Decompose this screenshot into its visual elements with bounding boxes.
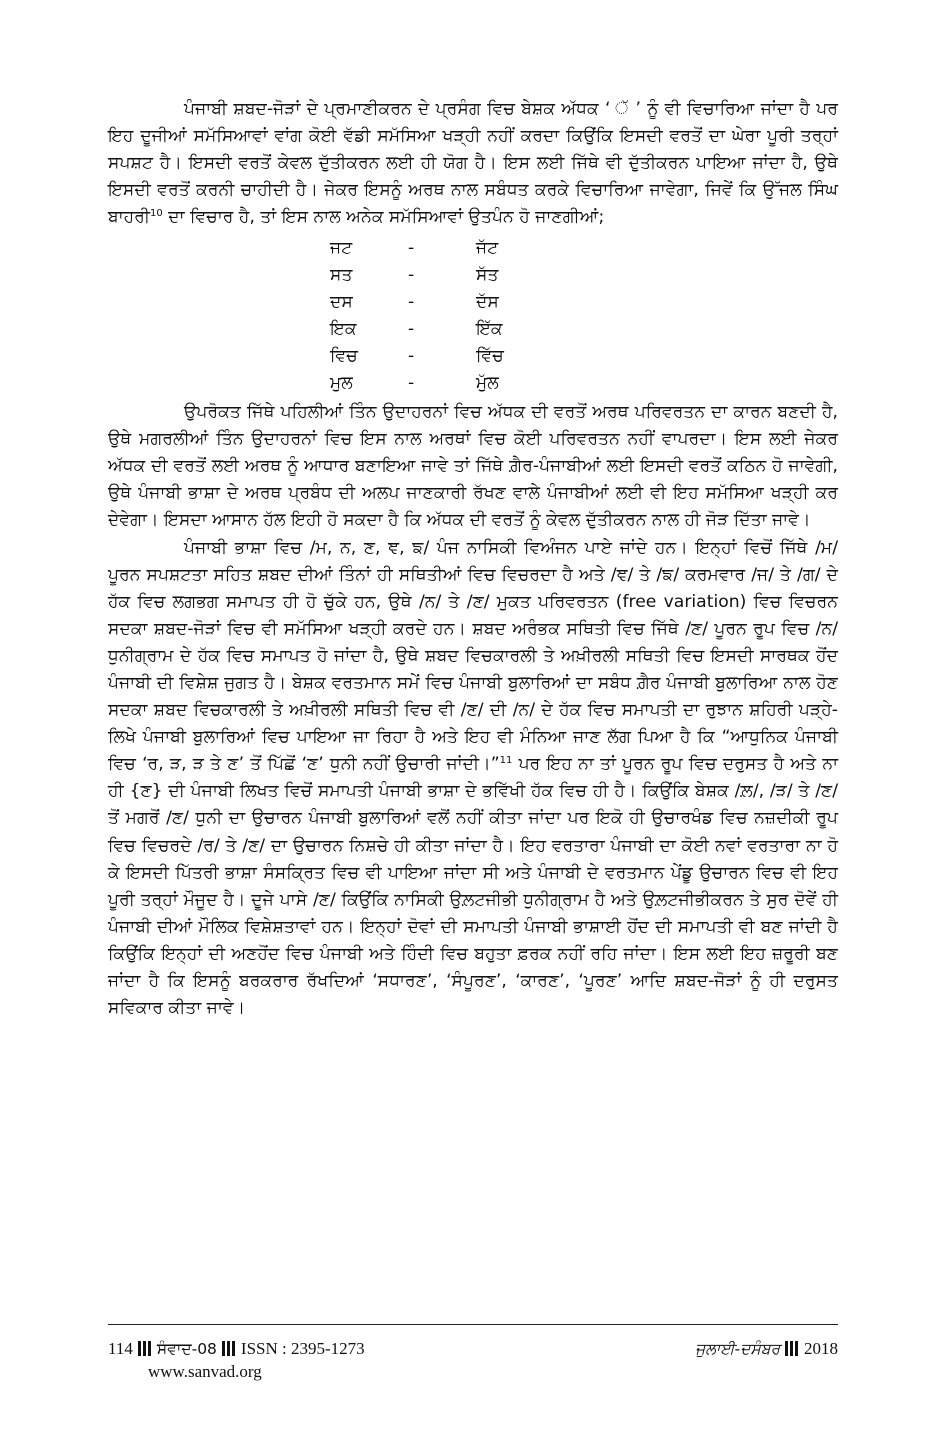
word-addhak: ਮੁੱਲ bbox=[476, 373, 499, 394]
journal-name: ਸੰਵਾਦ-08 bbox=[156, 1340, 217, 1358]
paragraph-addhak bbox=[108, 96, 838, 231]
word-addhak: ਦੱਸ bbox=[476, 292, 499, 313]
separator-bars-icon bbox=[785, 1341, 799, 1356]
word-plain: ਵਿਚ bbox=[330, 346, 358, 367]
paragraph-text: ਪਰ ਇਹ ਨਾ ਤਾਂ ਪੂਰਨ ਰੂਪ ਵਿਚ ਦਰੁਸਤ ਹੈ ਅਤੇ ਨਾ ਹੀ {ਣ} ਦੀ ਪੰਜਾਬੀ ਲਿਖਤ ਵਿਚੋਂ ਸਮਾਪਤੀ ਪੰਜਾਬੀ ਭਾਸ਼ਾ ਦੇ ਭਵਿੱਖੀ ਹੱਕ ਵਿਚ ਹੀ ਹੈ। ਕਿਉਂਕਿ ਬੇਸ਼ਕ /ਲ਼/, /ੜ/ ਤੇ /ਣ/ ਤੋਂ ਮਗਰੋਂ /ਣ/ ਧੁਨੀ ਦਾ ਉਚਾਰਨ ਪੰਜਾਬੀ ਬੁਲਾਰਿਆਂ ਵਲੋਂ ਨਹੀਂ ਕੀਤਾ ਜਾਂਦਾ ਪਰ ਇਕੋ ਹੀ ਉਚਾਰਖੰਡ ਵਿਚ ਨਜ਼ਦੀਕੀ ਰੂਪ ਵਿਚ ਵਿਚਰਦੇ /ਰ/ ਤੇ /ਣ/ ਦਾ ਉਚਾਰਨ ਨਿਸ਼ਚੇ ਹੀ ਕੀਤਾ ਜਾਂਦਾ ਹੈ। ਇਹ ਵਰਤਾਰਾ ਪੰਜਾਬੀ ਦਾ ਕੋਈ ਨਵਾਂ ਵਰਤਾਰਾ ਨਾ ਹੋ ਕੇ ਇਸਦੀ ਪਿੱਤਰੀ ਭਾਸ਼ਾ ਸੰਸਕ੍ਰਿਤ ਵਿਚ ਵੀ ਪਾਇਆ ਜਾਂਦਾ ਸੀ ਅਤੇ ਪੰਜਾਬੀ ਦੇ ਵਰਤਮਾਨ ਪੇਂਡੂ ਉਚਾਰਨ ਵਿਚ ਵੀ ਇਹ ਪੂਰੀ ਤਰ੍ਹਾਂ ਮੌਜੂਦ ਹੈ। ਦੂਜੇ ਪਾਸੇ /ਣ/ ਕਿਉਂਕਿ ਨਾਸਿਕੀ ਉਲ਼ਟਜੀਭੀ ਧੁਨੀਗ੍ਰਾਮ ਹੈ ਅਤੇ ਉਲ਼ਟਜੀਭੀਕਰਨ ਤੇ ਸੁਰ ਦੋਵੇਂ ਹੀ ਪੰਜਾਬੀ ਦੀਆਂ ਮੌਲਿਕ ਵਿਸ਼ੇਸ਼ਤਾਵਾਂ ਹਨ। ਇਨ੍ਹਾਂ ਦੋਵਾਂ ਦੀ ਸਮਾਪਤੀ ਪੰਜਾਬੀ ਭਾਸ਼ਾਈ ਹੋਂਦ ਦੀ ਸਮਾਪਤੀ ਵੀ ਬਣ ਜਾਂਦੀ ਹੈ ਕਿਉਂਕਿ ਇਨ੍ਹਾਂ ਦੀ ਅਣਹੋਂਦ ਵਿਚ ਪੰਜਾਬੀ ਅਤੇ ਹਿੰਦੀ ਵਿਚ ਬਹੁਤਾ ਫ਼ਰਕ ਨਹੀਂ ਰਹਿ ਜਾਂਦਾ। ਇਸ ਲਈ ਇਹ ਜ਼ਰੂਰੀ ਬਣ ਜਾਂਦਾ ਹੈ ਕਿ ਇਸਨੂੰ ਬਰਕਰਾਰ ਰੱਖਦਿਆਂ ‘ਸਧਾਰਣ’, ‘ਸੰਪੂਰਣ’, ‘ਕਾਰਣ’, ‘ਪੂਰਣ’ ਆਦਿ ਸ਼ਬਦ-ਜੋੜਾਂ ਨੂੰ ਹੀ ਦਰੁਸਤ ਸਵਿਕਾਰ ਕੀਤਾ ਜਾਵੇ। bbox=[108, 754, 838, 1019]
paragraph-text: ਪੰਜਾਬੀ ਸ਼ਬਦ-ਜੋੜਾਂ ਦੇ ਪ੍ਰਮਾਣੀਕਰਨ ਦੇ ਪ੍ਰਸੰਗ ਵਿਚ ਬੇਸ਼ਕ ਅੱਧਕ ‘ ੱ ’ ਨੂੰ ਵੀ ਵਿਚਾਰਿਆ ਜਾਂਦਾ ਹੈ ਪਰ ਇਹ ਦੂਜੀਆਂ ਸਮੱਸਿਆਵਾਂ ਵਾਂਗ ਕੋਈ ਵੱਡੀ ਸਮੱਸਿਆ ਖੜ੍ਹੀ ਨਹੀਂ ਕਰਦਾ ਕਿਉਂਕਿ ਇਸਦੀ ਵਰਤੋਂ ਦਾ ਘੇਰਾ ਪੂਰੀ ਤਰ੍ਹਾਂ ਸਪਸ਼ਟ ਹੈ। ਇਸਦੀ ਵਰਤੋਂ ਕੇਵਲ ਦੁੱਤੀਕਰਨ ਲਈ ਹੀ ਯੋਗ ਹੈ। ਇਸ ਲਈ ਜਿੱਥੇ ਵੀ ਦੁੱਤੀਕਰਨ ਪਾਇਆ ਜਾਂਦਾ ਹੈ, ਉਥੇ ਇਸਦੀ ਵਰਤੋਂ ਕਰਨੀ ਚਾਹੀਦੀ ਹੈ। ਜੇਕਰ ਇਸਨੂੰ ਅਰਥ ਨਾਲ ਸਬੰਧਤ ਕਰਕੇ ਵਿਚਾਰਿਆ ਜਾਵੇਗਾ, ਜਿਵੇਂ ਕਿ ਉੱਜਲ ਸਿੰਘ ਬਾਹਰੀ bbox=[108, 99, 838, 228]
footer-rule bbox=[108, 1324, 838, 1325]
article-body bbox=[108, 96, 838, 1022]
word-dash: - bbox=[408, 319, 415, 340]
paragraph-text: ਦਾ ਵਿਚਾਰ ਹੈ, ਤਾਂ ਇਸ ਨਾਲ ਅਨੇਕ ਸਮੱਸਿਆਵਾਂ ਉਤਪੰਨ ਹੋ ਜਾਣਗੀਆਂ; bbox=[162, 207, 605, 228]
footnote-ref-10[interactable]: 10 bbox=[150, 208, 163, 220]
word-pairs-table bbox=[330, 234, 556, 397]
paragraph-nasal bbox=[108, 535, 838, 1023]
word-dash: - bbox=[408, 373, 415, 394]
word-pair-row bbox=[330, 316, 556, 343]
website-link[interactable]: www.sanvad.org bbox=[148, 1362, 262, 1381]
word-addhak: ਵਿੱਚ bbox=[476, 346, 504, 367]
separator-bars-icon bbox=[138, 1341, 152, 1356]
footer-right bbox=[695, 1337, 838, 1361]
paragraph-meaning: ਉਪਰੋਕਤ ਜਿੱਥੇ ਪਹਿਲੀਆਂ ਤਿੰਨ ਉਦਾਹਰਨਾਂ ਵਿਚ ਅੱਧਕ ਦੀ ਵਰਤੋਂ ਅਰਥ ਪਰਿਵਰਤਨ ਦਾ ਕਾਰਨ ਬਣਦੀ ਹੈ, ਉਥੇ ਮਗਰਲੀਆਂ ਤਿੰਨ ਉਦਾਹਰਨਾਂ ਵਿਚ ਇਸ ਨਾਲ ਅਰਥਾਂ ਵਿਚ ਕੋਈ ਪਰਿਵਰਤਨ ਨਹੀਂ ਵਾਪਰਦਾ। ਇਸ ਲਈ ਜੇਕਰ ਅੱਧਕ ਦੀ ਵਰਤੋਂ ਲਈ ਅਰਥ ਨੂੰ ਆਧਾਰ ਬਣਾਇਆ ਜਾਵੇ ਤਾਂ ਜਿੱਥੇ ਗ਼ੈਰ-ਪੰਜਾਬੀਆਂ ਲਈ ਇਸਦੀ ਵਰਤੋਂ ਕਠਿਨ ਹੋ ਜਾਵੇਗੀ, ਉਥੇ ਪੰਜਾਬੀ ਭਾਸ਼ਾ ਦੇ ਅਰਥ ਪ੍ਰਬੰਧ ਦੀ ਅਲਪ ਜਾਣਕਾਰੀ ਰੱਖਣ ਵਾਲੇ ਪੰਜਾਬੀਆਂ ਲਈ ਵੀ ਇਹ ਸਮੱਸਿਆ ਖੜ੍ਹੀ ਕਰ ਦੇਵੇਗਾ। ਇਸਦਾ ਆਸਾਨ ਹੱਲ ਇਹੀ ਹੋ ਸਕਦਾ ਹੈ ਕਿ ਅੱਧਕ ਦੀ ਵਰਤੋਂ ਨੂੰ ਕੇਵਲ ਦੁੱਤੀਕਰਨ ਨਾਲ ਹੀ ਜੋੜ ਦਿੱਤਾ ਜਾਵੇ। bbox=[108, 402, 839, 531]
footer-left bbox=[108, 1337, 365, 1383]
word-pair-row bbox=[330, 289, 556, 316]
word-dash: - bbox=[408, 346, 415, 367]
word-plain: ਮੁਲ bbox=[330, 373, 353, 394]
word-pair-row bbox=[330, 343, 556, 370]
word-dash: - bbox=[408, 238, 415, 259]
paragraph-text: ਪੰਜਾਬੀ ਭਾਸ਼ਾ ਵਿਚ /ਮ, ਨ, ਣ, ਞ, ਙ/ ਪੰਜ ਨਾਸਿਕੀ ਵਿਅੰਜਨ ਪਾਏ ਜਾਂਦੇ ਹਨ। ਇਨ੍ਹਾਂ ਵਿਚੋਂ ਜਿੱਥੇ /ਮ/ ਪੂਰਨ ਸਪਸ਼ਟਤਾ ਸਹਿਤ ਸ਼ਬਦ ਦੀਆਂ ਤਿੰਨਾਂ ਹੀ ਸਥਿਤੀਆਂ ਵਿਚ ਵਿਚਰਦਾ ਹੈ ਅਤੇ /ਞ/ ਤੇ /ਙ/ ਕਰਮਵਾਰ /ਜ/ ਤੇ /ਗ/ ਦੇ ਹੱਕ ਵਿਚ ਲਗਭਗ ਸਮਾਪਤ ਹੀ ਹੋ ਚੁੱਕੇ ਹਨ, ਉਥੇ /ਨ/ ਤੇ /ਣ/ ਮੁਕਤ ਪਰਿਵਰਤਨ (free variation) ਵਿਚ ਵਿਚਰਨ ਸਦਕਾ ਸ਼ਬਦ-ਜੋੜਾਂ ਵਿਚ ਵੀ ਸਮੱਸਿਆ ਖੜ੍ਹੀ ਕਰਦੇ ਹਨ। ਸ਼ਬਦ ਅਰੰਭਕ ਸਥਿਤੀ ਵਿਚ ਜਿੱਥੇ /ਣ/ ਪੂਰਨ ਰੂਪ ਵਿਚ /ਨ/ ਧੁਨੀਗ੍ਰਾਮ ਦੇ ਹੱਕ ਵਿਚ ਸਮਾਪਤ ਹੋ ਜਾਂਦਾ ਹੈ, ਉਥੇ ਸ਼ਬਦ ਵਿਚਕਾਰਲੀ ਤੇ ਅਖ਼ੀਰਲੀ ਸਥਿਤੀ ਵਿਚ ਇਸਦੀ ਸਾਰਥਕ ਹੋਂਦ ਪੰਜਾਬੀ ਦੀ ਵਿਸ਼ੇਸ਼ ਜੁਗਤ ਹੈ। ਬੇਸ਼ਕ ਵਰਤਮਾਨ ਸਮੇਂ ਵਿਚ ਪੰਜਾਬੀ ਬੁਲਾਰਿਆਂ ਦਾ ਸਬੰਧ ਗ਼ੈਰ ਪੰਜਾਬੀ ਬੁਲਾਰਿਆ ਨਾਲ ਹੋਣ ਸਦਕਾ ਸ਼ਬਦ ਵਿਚਕਾਰਲੀ ਤੇ ਅਖ਼ੀਰਲੀ ਸਥਿਤੀ ਵਿਚ ਵੀ /ਣ/ ਦੀ /ਨ/ ਦੇ ਹੱਕ ਵਿਚ ਸਮਾਪਤੀ ਦਾ ਰੁਝਾਨ ਸ਼ਹਿਰੀ ਪੜ੍ਹੇ-ਲਿਖੇ ਪੰਜਾਬੀ ਬੁਲਾਰਿਆਂ ਵਿਚ ਪਾਇਆ ਜਾ ਰਿਹਾ ਹੈ ਅਤੇ ਇਹ ਵੀ ਮੰਨਿਆ ਜਾਣ ਲੱਗ ਪਿਆ ਹੈ ਕਿ “ਆਧੁਨਿਕ ਪੰਜਾਬੀ ਵਿਚ ‘ਰ, ੜ, ੜ ਤੇ ਣ’ ਤੋਂ ਪਿੱਛੋਂ ‘ਣ’ ਧੁਨੀ ਨਹੀਂ ਉਚਾਰੀ ਜਾਂਦੀ।” bbox=[108, 537, 838, 775]
issn-number: ISSN : 2395-1273 bbox=[240, 1339, 365, 1358]
word-addhak: ਸੱਤ bbox=[476, 265, 499, 286]
word-plain: ਸਤ bbox=[330, 265, 353, 286]
word-dash: - bbox=[408, 265, 415, 286]
footer-meta bbox=[108, 1337, 365, 1361]
issue-period: ਜੁਲਾਈ-ਦਸੰਬਰ bbox=[695, 1340, 780, 1358]
word-pair-row bbox=[330, 262, 556, 289]
word-pair-row bbox=[330, 370, 556, 397]
page-number: 114 bbox=[108, 1339, 133, 1358]
word-plain: ਇਕ bbox=[330, 319, 357, 340]
issue-year: 2018 bbox=[804, 1339, 838, 1358]
word-plain: ਦਸ bbox=[330, 292, 353, 313]
word-dash: - bbox=[408, 292, 415, 313]
footnote-ref-11[interactable]: 11 bbox=[499, 755, 513, 767]
word-addhak: ਜੱਟ bbox=[476, 238, 499, 259]
word-addhak: ਇੱਕ bbox=[476, 319, 503, 340]
word-pair-row bbox=[330, 234, 556, 261]
separator-bars-icon bbox=[222, 1341, 236, 1356]
word-plain: ਜਟ bbox=[330, 238, 353, 259]
